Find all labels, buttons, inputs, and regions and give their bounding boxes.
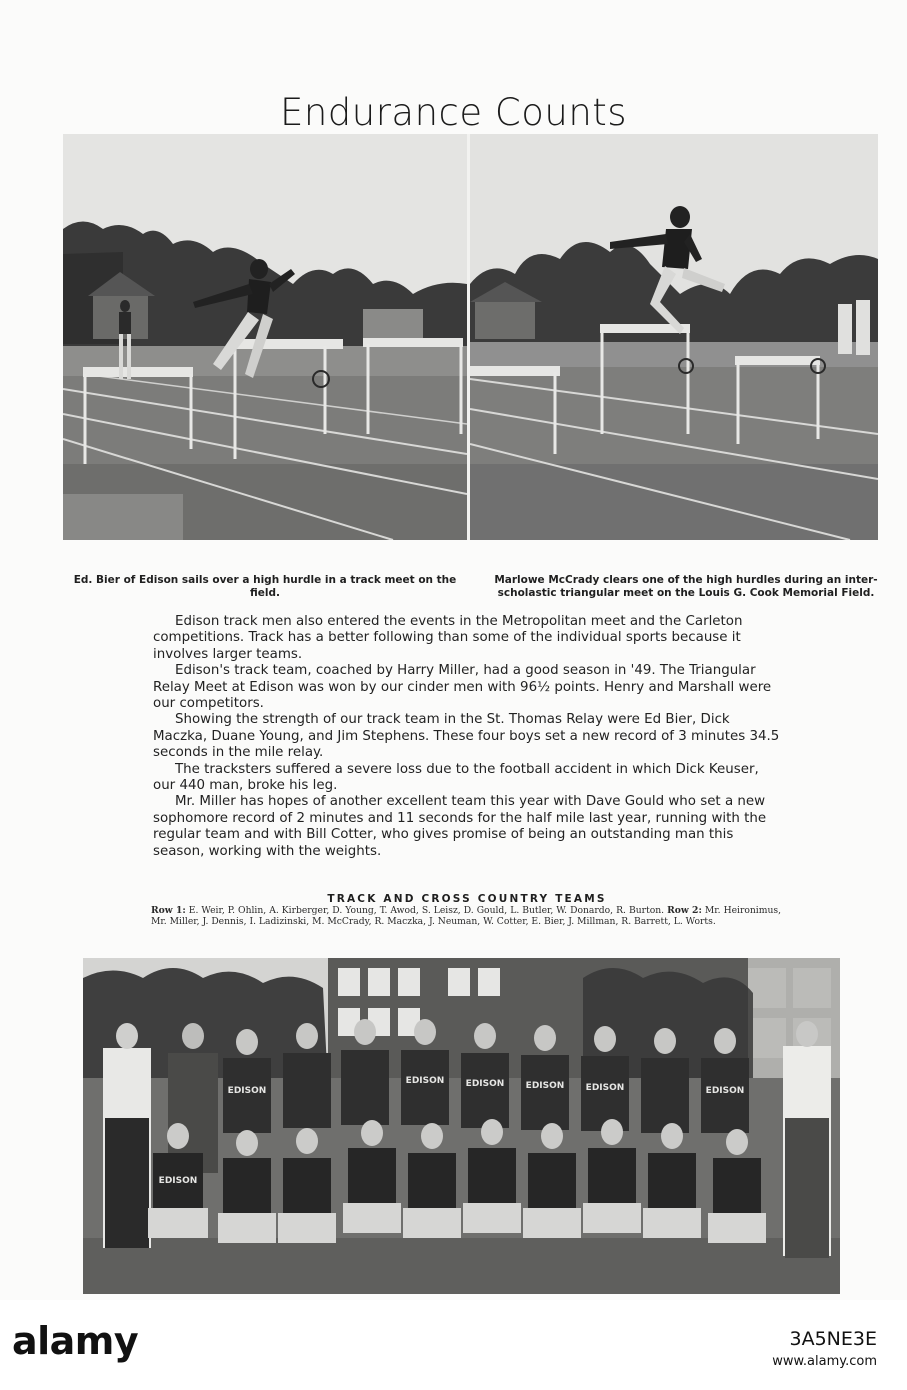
jersey-label: EDISON xyxy=(405,1076,445,1086)
roster-row2-label: Row 2: xyxy=(667,905,702,916)
roster-row1-label: Row 1: xyxy=(151,905,186,916)
article-paragraph: Edison's track team, coached by Harry Miller, had a good season in '49. The Triangular Relay Meet at Edison was won by our cinder men with 96½ points. Henry and Marshall were our competitors. xyxy=(153,663,772,712)
jersey-label: EDISON xyxy=(585,1083,625,1093)
jersey-label: EDISON xyxy=(465,1079,505,1089)
watermark-image-id: 3A5NE3E xyxy=(789,1328,877,1350)
roster-row2-names: Mr. Heironimus, Mr. Miller, J. Dennis, I. Ladizinski, M. McCrady, R. Maczka, J. Neuman, W. Cotter, E. Bier, J. Millman, R. Barrett, L. Worts. xyxy=(151,905,782,927)
jersey-label: EDISON xyxy=(705,1086,745,1096)
team-photo-image xyxy=(83,958,840,1294)
roster-heading: TRACK AND CROSS COUNTRY TEAMS xyxy=(327,893,607,905)
jersey-label: EDISON xyxy=(227,1086,267,1096)
photo-caption-left: Ed. Bier of Edison sails over a high hurdle in a track meet on the field. xyxy=(73,573,457,599)
photo-caption-right: Marlowe McCrady clears one of the high hurdles during an inter-scholastic triangular meet on the Louis G. Cook Memorial Field. xyxy=(494,573,878,599)
article-body xyxy=(153,614,781,860)
roster-list xyxy=(151,905,781,927)
hurdle-photo-right-image xyxy=(470,134,878,540)
article-paragraph: Edison track men also entered the events in the Metropolitan meet and the Carleton competitions. Track has a better following than some of the individual sports because it involves larger teams. xyxy=(153,614,743,662)
team-photo xyxy=(83,958,840,1294)
hurdle-photo-right xyxy=(470,134,878,540)
article-paragraph: Showing the strength of our track team in the St. Thomas Relay were Ed Bier, Dick Maczka, Duane Young, and Jim Stephens. These four boys set a new record of 3 minutes 34.5 seconds in the mile relay. xyxy=(153,712,780,761)
page-title: Endurance Counts xyxy=(279,90,628,134)
jersey-label: EDISON xyxy=(158,1176,198,1186)
jersey-label: EDISON xyxy=(525,1081,565,1091)
watermark-logo: alamy xyxy=(12,1319,139,1363)
watermark-url: www.alamy.com xyxy=(772,1354,877,1369)
article-paragraph: Mr. Miller has hopes of another excellent team this year with Dave Gould who set a new sophomore record of 2 minutes and 11 seconds for the half mile last year, running with the regular team and with Bill Cotter, who gives promise of being an outstanding man this season, working with the weights. xyxy=(153,794,767,859)
article-paragraph: The tracksters suffered a severe loss due to the football accident in which Dick Keuser, our 440 man, broke his leg. xyxy=(153,761,759,794)
hurdle-photo-left xyxy=(63,134,467,540)
roster-row1-names: E. Weir, P. Ohlin, A. Kirberger, D. Young, T. Awod, S. Leisz, D. Gould, L. Butler, W. Donardo, R. Burton. xyxy=(188,905,665,916)
hurdle-photo-left-image xyxy=(63,134,467,540)
